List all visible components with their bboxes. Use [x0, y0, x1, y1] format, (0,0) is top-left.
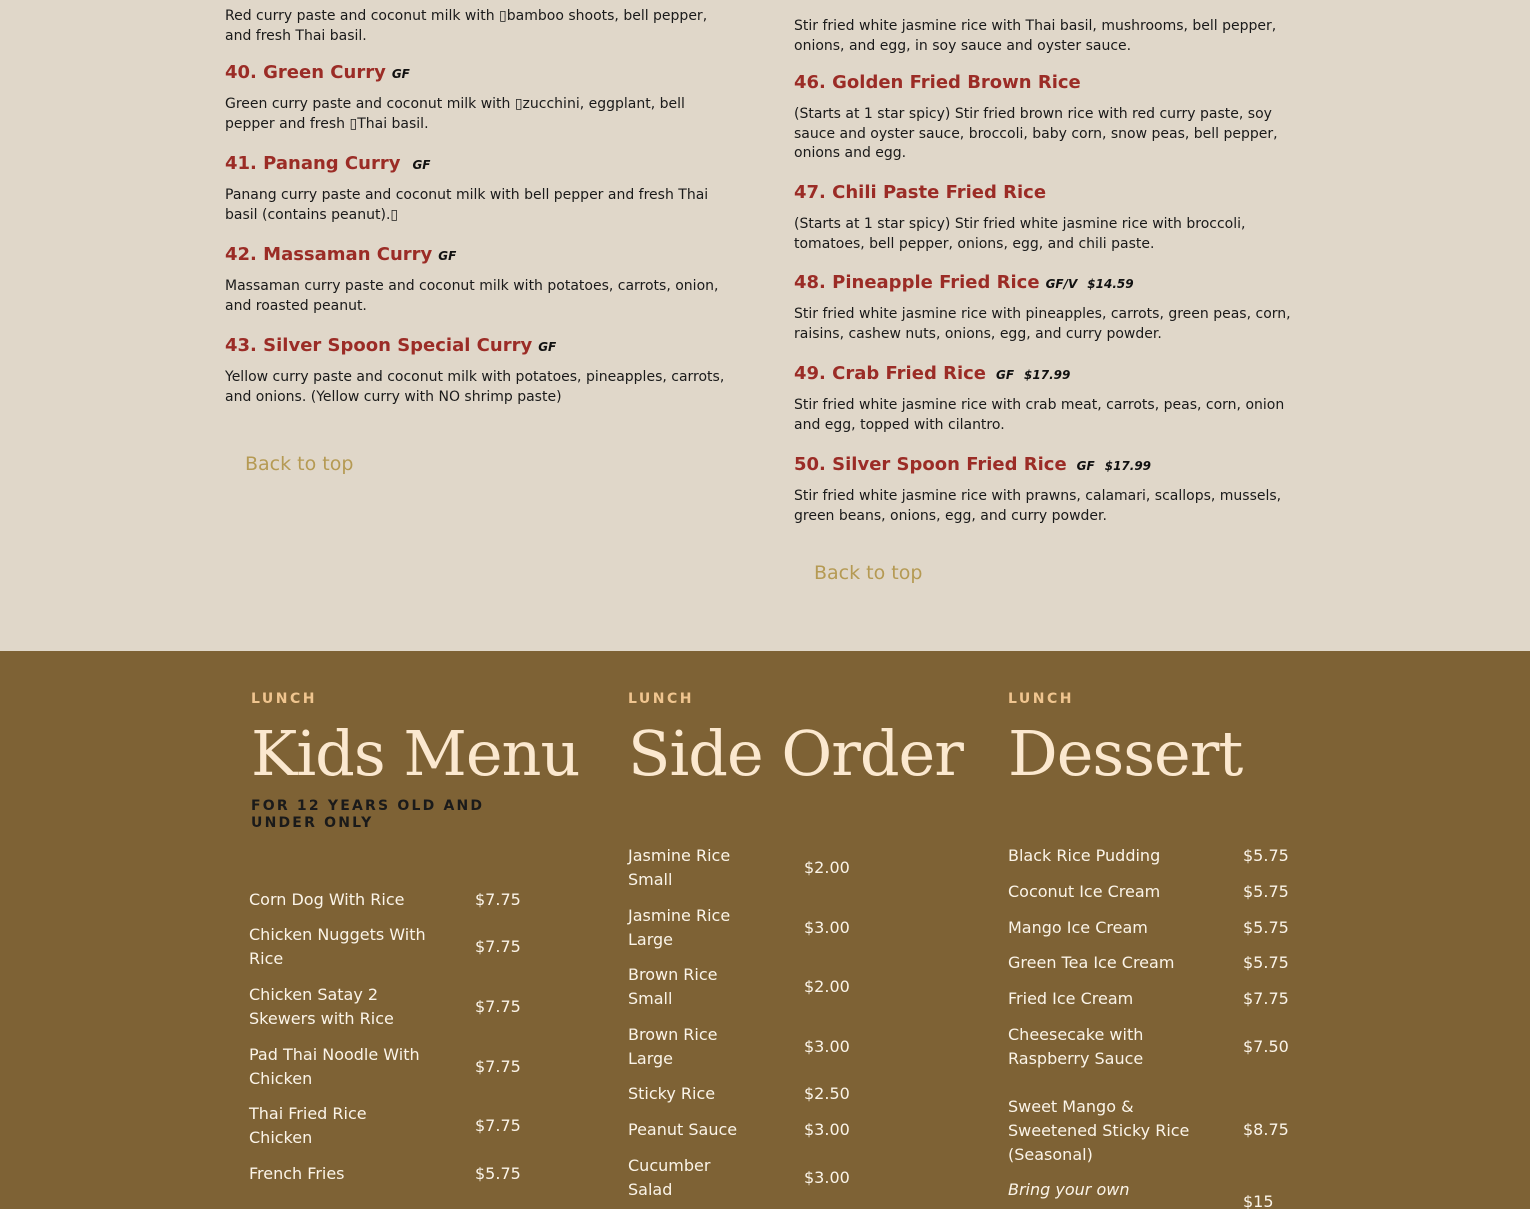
menu-row-name: Bring your own [1008, 1180, 1130, 1199]
menu-row-name: Jasmine Rice Small [628, 846, 731, 889]
menu-row-price: $5.75 [1243, 846, 1289, 865]
section-eyebrow: LUNCH [251, 691, 317, 707]
item-description: Stir fried white jasmine rice with prawns, calamari, scallops, mussels, green beans, onions, egg, and curry powder. [794, 488, 1282, 524]
menu-row-price: $7.75 [1243, 989, 1289, 1008]
menu-row-price: $5.75 [1243, 918, 1289, 937]
menu-row-name: Sticky Rice [628, 1084, 716, 1103]
section-eyebrow: LUNCH [1008, 691, 1074, 707]
menu-item-silver-spoon-curry [225, 335, 735, 407]
menu-row-name: French Fries [249, 1164, 345, 1183]
item-description: Stir fried white jasmine rice with crab meat, carrots, peas, corn, onion and egg, topped with cilantro. [794, 397, 1285, 433]
section-eyebrow: LUNCH [628, 691, 694, 707]
item-price: $14.59 [1087, 277, 1134, 291]
menu-row-price: $7.75 [475, 937, 521, 956]
gf-v-tag: GF/V [1045, 277, 1078, 291]
item-description: Yellow curry paste and coconut milk with potatoes, pineapples, carrots, and onions. (Yellow curry with NO shrimp paste) [225, 369, 725, 405]
item-title: 50. Silver Spoon Fried Rice [794, 454, 1067, 475]
menu-row-name: Coconut Ice Cream [1008, 882, 1161, 901]
menu-row-name: Peanut Sauce [628, 1120, 738, 1139]
menu-row-price: $2.00 [804, 977, 850, 996]
menu-row-name: Jasmine Rice Large [628, 906, 731, 949]
item-title: 48. Pineapple Fried Rice [794, 272, 1040, 293]
item-title: 40. Green Curry [225, 62, 386, 83]
menu-row-price: $3.00 [804, 1168, 850, 1187]
menu-item-golden-fried-brown-rice [794, 72, 1294, 164]
menu-row-price: $2.00 [804, 858, 850, 877]
item-title: 49. Crab Fried Rice [794, 363, 986, 384]
menu-item-green-curry [225, 62, 735, 134]
lunch-extras-band [0, 651, 1530, 1209]
menu-row-price: $15 [1243, 1192, 1274, 1209]
menu-item-pineapple-fried-rice [794, 272, 1294, 344]
gf-tag: GF [438, 249, 457, 263]
back-to-top-link[interactable]: Back to top [814, 562, 923, 584]
menu-item-silver-spoon-fried-rice [794, 454, 1294, 526]
menu-row-price: $7.50 [1243, 1037, 1289, 1056]
menu-row-price: $3.00 [804, 1037, 850, 1056]
item-title: 43. Silver Spoon Special Curry [225, 335, 533, 356]
item-description: Massaman curry paste and coconut milk with potatoes, carrots, onion, and roasted peanut. [225, 278, 719, 314]
item-title: 41. Panang Curry [225, 153, 401, 174]
menu-row-name: Brown Rice Large [628, 1025, 718, 1068]
item-description: Stir fried white jasmine rice with pineapples, carrots, green peas, corn, raisins, cashew nuts, onions, egg, and curry powder. [794, 306, 1291, 342]
item-price: $17.99 [1024, 368, 1071, 382]
item-price: $17.99 [1104, 459, 1152, 473]
section-title: Kids Menu [251, 717, 580, 790]
menu-row-name: Cheesecake with Raspberry Sauce [1008, 1025, 1144, 1068]
menu-row-price: $2.50 [804, 1084, 850, 1103]
menu-row-name: Black Rice Pudding [1008, 846, 1161, 865]
gf-tag: GF [391, 67, 410, 81]
menu-item-panang-curry [225, 153, 735, 225]
menu-row-price: $5.75 [1243, 953, 1289, 972]
menu-row-price: $3.00 [804, 1120, 850, 1139]
menu-row-price: $7.75 [475, 890, 521, 909]
menu-row-price: $8.75 [1243, 1120, 1289, 1139]
item-title: 42. Massaman Curry [225, 244, 433, 265]
gf-tag: GF [538, 340, 557, 354]
menu-row-name: Chicken Nuggets With Rice [249, 925, 426, 968]
section-title: Side Order [628, 717, 963, 790]
menu-row-price: $5.75 [1243, 882, 1289, 901]
menu-row-price: $3.00 [804, 918, 850, 937]
menu-row-name: Chicken Satay 2 Skewers with Rice [249, 985, 394, 1028]
gf-tag: GF [996, 368, 1015, 382]
gf-tag: GF [1076, 459, 1095, 473]
menu-item-crab-fried-rice [794, 363, 1294, 435]
section-title: Dessert [1008, 717, 1243, 790]
menu-row-name: Pad Thai Noodle With Chicken [249, 1045, 420, 1088]
red-curry-description: Red curry paste and coconut milk with ▯bamboo shoots, bell pepper, and fresh Thai basil. [225, 8, 708, 44]
item-description: Green curry paste and coconut milk with ▯zucchini, eggplant, bell pepper and fresh ▯Thai basil. [225, 96, 685, 132]
item-description: (Starts at 1 star spicy) Stir fried brown rice with red curry paste, soy sauce and oyster sauce, broccoli, baby corn, snow peas, bell pepper, onions and egg. [794, 106, 1278, 161]
gf-tag: GF [412, 158, 431, 172]
menu-row-name: Brown Rice Small [628, 965, 718, 1008]
basil-fried-rice-description: Stir fried white jasmine rice with Thai basil, mushrooms, bell pepper, onions, and egg, in soy sauce and oyster sauce. [794, 18, 1277, 54]
menu-item-massaman-curry [225, 244, 735, 316]
menu-row-price: $7.75 [475, 1116, 521, 1135]
menu-row-name: Sweet Mango & Sweetened Sticky Rice (Seasonal) [1008, 1097, 1190, 1164]
menu-row-name: Cucumber Salad [628, 1156, 711, 1199]
menu-row-name: Fried Ice Cream [1008, 989, 1134, 1008]
item-title: 47. Chili Paste Fried Rice [794, 182, 1047, 203]
menu-row-name: Mango Ice Cream [1008, 918, 1148, 937]
back-to-top-link[interactable]: Back to top [245, 453, 354, 475]
menu-row-price: $7.75 [475, 997, 521, 1016]
menu-item-chili-paste-fried-rice [794, 182, 1294, 254]
menu-row-name: Corn Dog With Rice [249, 890, 405, 909]
section-subtitle: FOR 12 YEARS OLD AND UNDER ONLY [251, 798, 485, 831]
item-description: (Starts at 1 star spicy) Stir fried white jasmine rice with broccoli, tomatoes, bell pepper, onions, egg, and chili paste. [794, 216, 1246, 252]
menu-row-price: $5.75 [475, 1164, 521, 1183]
menu-row-name: Green Tea Ice Cream [1008, 953, 1175, 972]
item-title: 46. Golden Fried Brown Rice [794, 72, 1081, 93]
menu-row-name: Thai Fried Rice Chicken [249, 1104, 367, 1147]
menu-row-price: $7.75 [475, 1057, 521, 1076]
item-description: Panang curry paste and coconut milk with bell pepper and fresh Thai basil (contains peanut).▯ [225, 187, 709, 223]
